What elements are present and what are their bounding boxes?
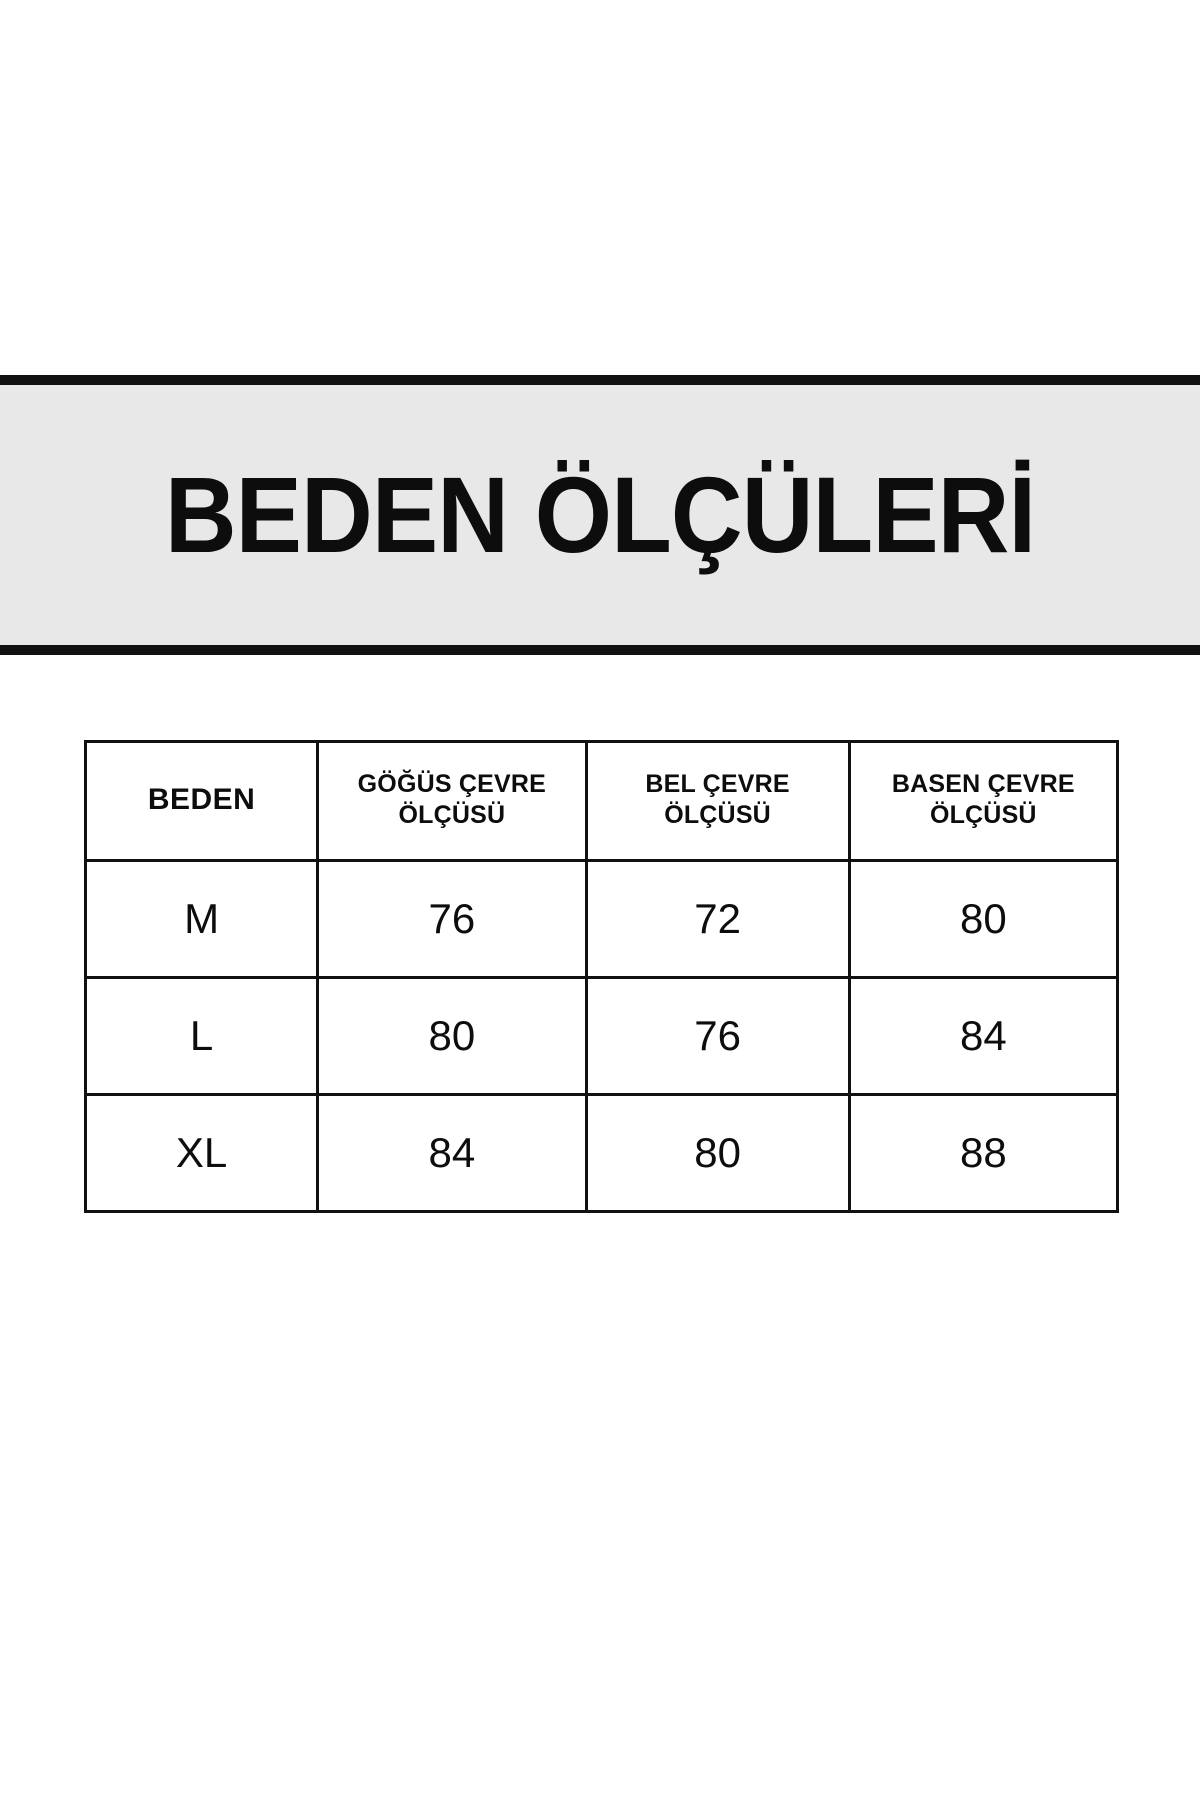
table-body (86, 861, 1118, 1212)
cell-gogus: 84 (318, 1095, 586, 1212)
table-row (86, 861, 1118, 978)
column-header-gogus-line1: GÖĞÜS ÇEVRE (357, 769, 547, 798)
column-header-bel-line1: BEL ÇEVRE (645, 769, 790, 798)
cell-basen: 80 (849, 861, 1117, 978)
cell-beden: XL (86, 1095, 318, 1212)
column-header-beden (86, 742, 318, 861)
cell-beden: L (86, 978, 318, 1095)
table-row (86, 978, 1118, 1095)
title-banner (0, 375, 1200, 655)
table-header (86, 742, 1118, 861)
column-header-basen-line1: BASEN ÇEVRE (891, 769, 1075, 798)
cell-beden: M (86, 861, 318, 978)
cell-basen: 88 (849, 1095, 1117, 1212)
cell-bel: 80 (586, 1095, 849, 1212)
column-header-gogus (318, 742, 586, 861)
page-title: BEDEN ÖLÇÜLERİ (164, 454, 1036, 575)
cell-gogus: 80 (318, 978, 586, 1095)
cell-bel: 72 (586, 861, 849, 978)
column-header-bel-line2: ÖLÇÜSÜ (664, 801, 771, 829)
column-header-basen-line2: ÖLÇÜSÜ (929, 801, 1037, 829)
column-header-basen (849, 742, 1117, 861)
size-chart-table (84, 740, 1119, 1213)
cell-gogus: 76 (318, 861, 586, 978)
column-header-gogus-line2: ÖLÇÜSÜ (398, 801, 506, 829)
cell-bel: 76 (586, 978, 849, 1095)
table-row (86, 1095, 1118, 1212)
cell-basen: 84 (849, 978, 1117, 1095)
size-chart-table-wrapper (84, 740, 1119, 1213)
column-header-beden-line1: BEDEN (147, 783, 256, 817)
column-header-bel (586, 742, 849, 861)
table-header-row (86, 742, 1118, 861)
